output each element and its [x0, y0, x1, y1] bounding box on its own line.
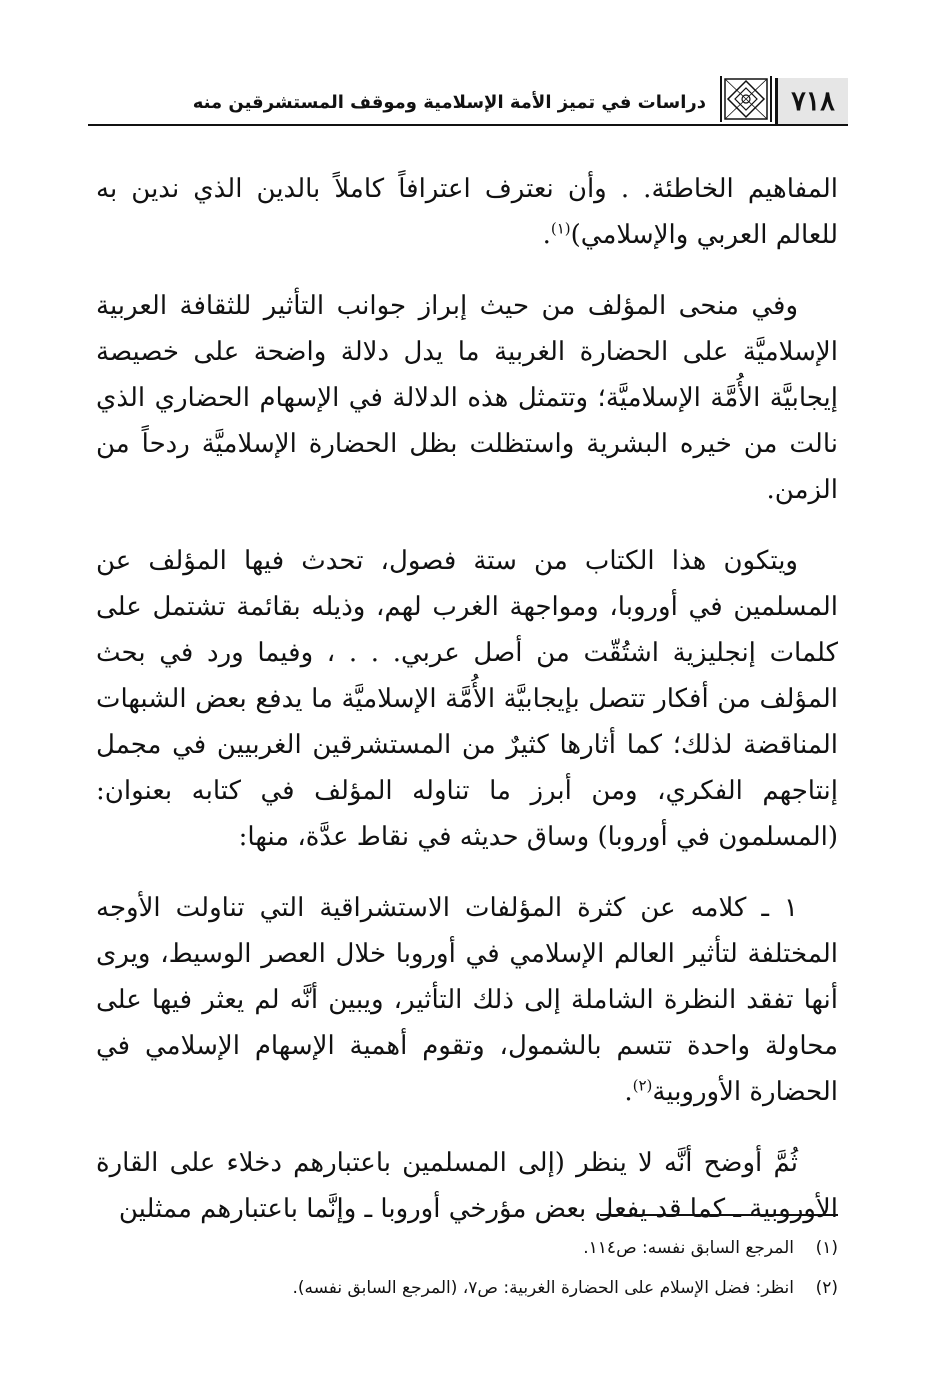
paragraph-text: وفي منحى المؤلف من حيث إبراز جوانب التأثير للثقافة العربية الإسلاميَّة على الحضارة الغربية ما يدل دلالة واضحة على خصيصة إيجابيَّة الأُمَّة الإسلاميَّة؛ وتتمثل هذه الدلالة في الإسهام الحضاري الذي نالت من خيره البشرية واستظلت بظل الحضارة الإسلاميَّة ردحاً من الزمن.	[96, 291, 838, 505]
paragraph-end: .	[624, 1077, 633, 1107]
paragraph	[96, 283, 838, 513]
paragraph	[96, 166, 838, 258]
footnotes	[96, 1228, 838, 1308]
footnote-text: انظر: فضل الإسلام على الحضارة الغربية: ص٧، (المرجع السابق نفسه).	[292, 1278, 794, 1298]
running-header	[88, 72, 848, 132]
footnote-ref: (١)	[550, 219, 571, 238]
paragraph-text: المفاهيم الخاطئة. . وأن نعترف اعترافاً كاملاً بالدين الذي ندين به للعالم العربي والإسلامي)	[96, 174, 838, 250]
footnote-number: (٢)	[815, 1278, 838, 1298]
paragraph	[96, 1140, 838, 1232]
header-rule	[88, 124, 848, 126]
footnote-rule	[600, 1214, 838, 1216]
page-number: ٧١٨	[775, 78, 848, 124]
paragraph-text: ويتكون هذا الكتاب من ستة فصول، تحدث فيها المؤلف عن المسلمين في أوروبا، ومواجهة الغرب لهم، وذيله بقائمة تشتمل على كلمات إنجليزية اشتُقّت من أصل عربي. . . ، وفيما ورد في بحث المؤلف من أفكار تتصل بإيجابيَّة الأُمَّة الإسلاميَّة ما يدفع بعض الشبهات المناقضة لذلك؛ كما أثارها كثيرٌ من المستشرقين الغربيين في مجمل إنتاجهم الفكري، ومن أبرز ما تناوله المؤلف في كتابه بعنوان: (المسلمون في أوروبا) وساق حديثه في نقاط عدَّة، منها:	[96, 546, 838, 852]
running-title: دراسات في تميز الأمة الإسلامية وموقف المستشرقين منه	[192, 92, 706, 113]
footnote-text: المرجع السابق نفسه: ص١١٤.	[583, 1238, 794, 1258]
paragraph-end: .	[542, 220, 551, 250]
paragraph-text: ١ ـ كلامه عن كثرة المؤلفات الاستشراقية التي تناولت الأوجه المختلفة لتأثير العالم الإسلامي في أوروبا خلال العصر الوسيط، ويرى أنها تفقد النظرة الشاملة إلى ذلك التأثير، ويبين أنَّه لم يعثر فيها على محاولة واحدة تتسم بالشمول، وتقوم أهمية الإسهام الإسلامي في الحضارة الأوروبية	[96, 893, 838, 1107]
footnote-item	[96, 1228, 838, 1268]
footnote-ref: (٢)	[632, 1076, 653, 1095]
footnote-item	[96, 1268, 838, 1308]
main-text	[96, 166, 838, 1257]
paragraph-text: ثُمَّ أوضح أنَّه لا ينظر (إلى المسلمين باعتبارهم دخلاء على القارة الأوروبية ـ كما قد يفعل بعض مؤرخي أوروبا ـ وإنَّما باعتبارهم ممثلين	[96, 1148, 838, 1224]
footnote-number: (١)	[815, 1238, 838, 1258]
paragraph	[96, 538, 838, 860]
paragraph	[96, 885, 838, 1115]
geometric-ornament-icon	[720, 76, 772, 122]
